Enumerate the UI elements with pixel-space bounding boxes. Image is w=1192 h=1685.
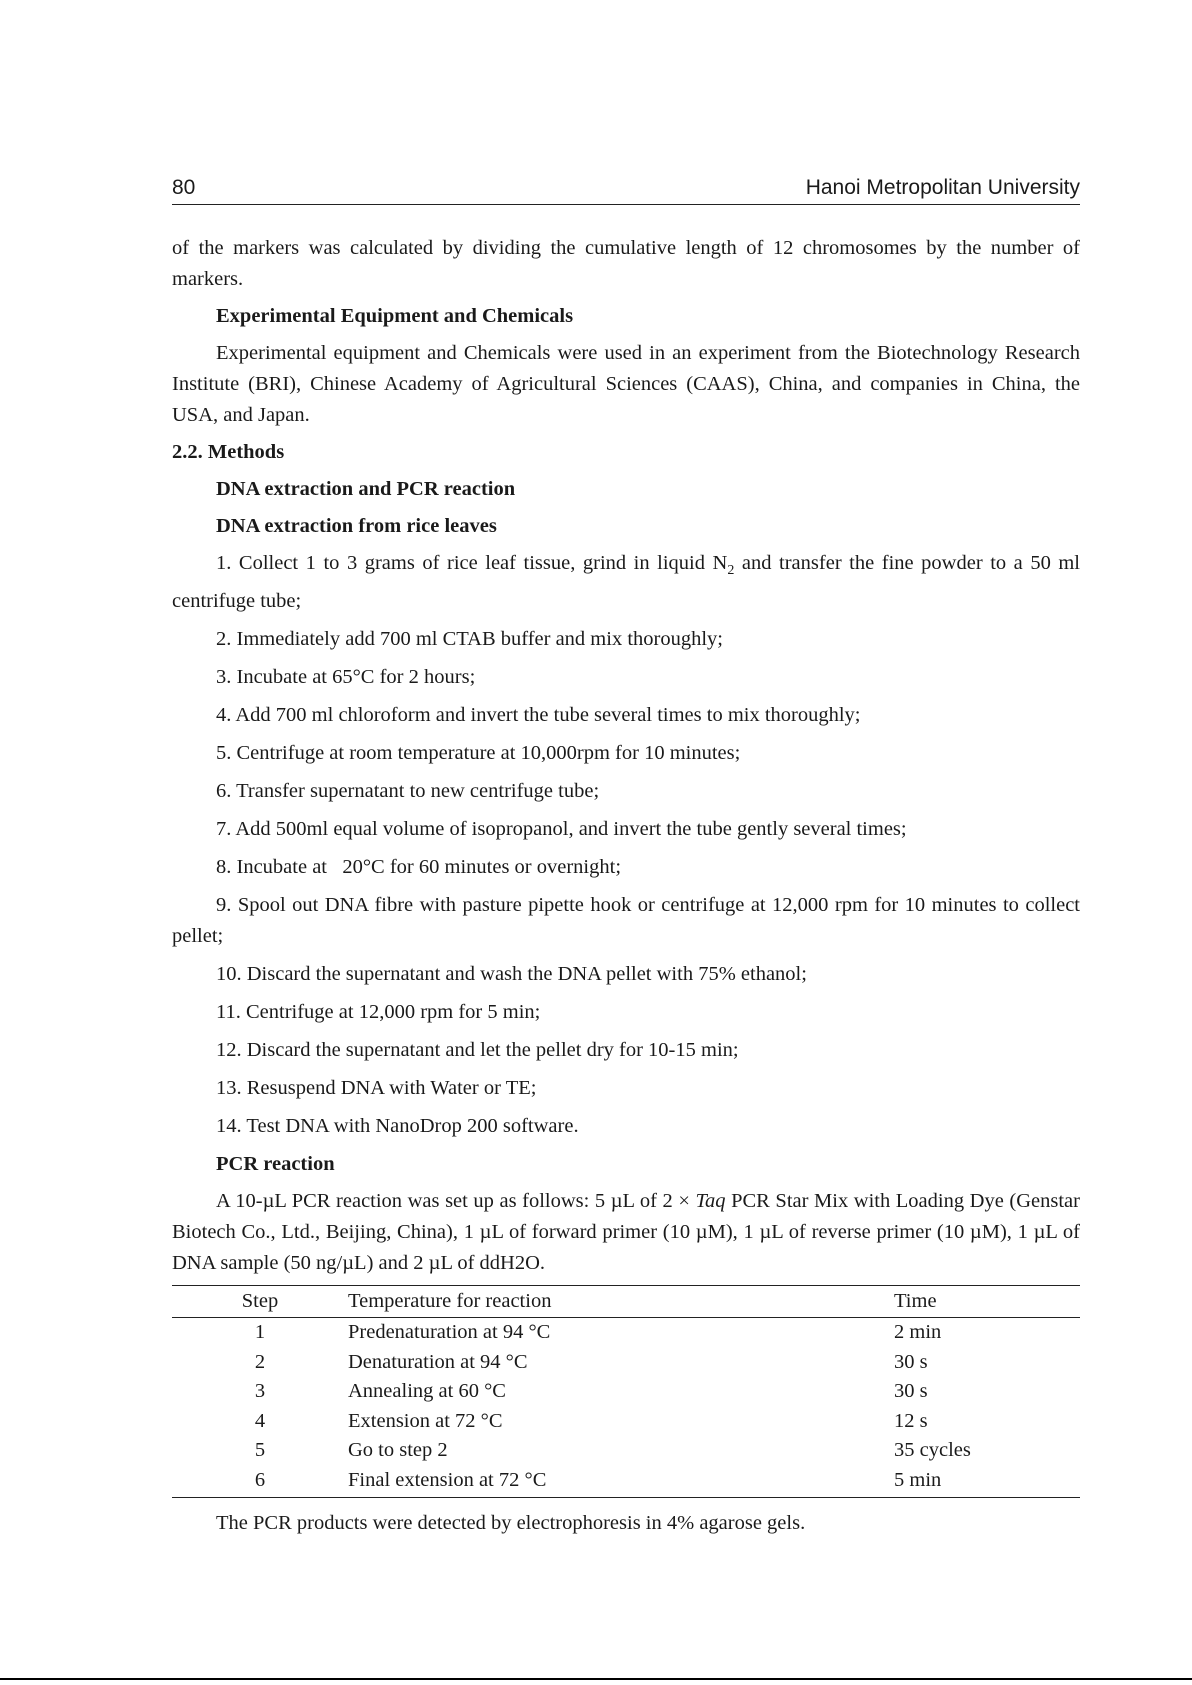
pcr-heading: PCR reaction <box>216 1153 335 1176</box>
step-item: 4. Add 700 ml chloroform and invert the tube several times to mix thoroughly; <box>216 704 861 727</box>
pcr-table <box>172 1285 1080 1498</box>
document-page <box>172 172 1080 1545</box>
methods-heading: 2.2. Methods <box>172 441 285 463</box>
table-row: 3 Annealing at 60 °C 30 s <box>254 1380 928 1403</box>
step-item: 14. Test DNA with NanoDrop 200 software. <box>216 1115 579 1138</box>
equipment-paragraph: Experimental equipment and Chemicals were used in an experiment from the Biotechnology Research Institute (BRI), Chinese Academy of Agricultural Sciences (CAAS), China, and companies in China, the USA, and Japan. <box>172 342 1080 426</box>
equipment-heading: Experimental Equipment and Chemicals <box>216 305 574 327</box>
page-header <box>172 172 1080 205</box>
page-number: 80 <box>172 176 196 199</box>
step-item: 1. Collect 1 to 3 grams of rice leaf tissue, grind in liquid $N_2$ and transfer the fine powder to a 50 ml centrifuge tube; <box>172 552 1081 613</box>
step-item: 5. Centrifuge at room temperature at 10,000rpm for 10 minutes; <box>216 742 741 765</box>
bottom-edge-rule <box>0 1678 1192 1680</box>
step-item: 7. Add 500ml equal volume of isopropanol, and invert the tube gently several times; <box>216 818 907 841</box>
extraction-steps <box>172 548 1080 1142</box>
step-item: 8. Incubate at 20°C for 60 minutes or overnight; <box>216 856 622 879</box>
step-item: 9. Spool out DNA fibre with pasture pipette hook or centrifuge at 12,000 rpm for 10 minutes to collect pellet; <box>172 894 1080 948</box>
table-row: 1 Predenaturation at 94 °C 2 min <box>254 1321 942 1344</box>
column-header-step: Step <box>172 1286 348 1318</box>
step-item: 12. Discard the supernatant and let the pellet dry for 10-15 min; <box>216 1039 739 1062</box>
step-item: 10. Discard the supernatant and wash the DNA pellet with 75% ethanol; <box>216 963 807 986</box>
step-item: 3. Incubate at 65°C for 2 hours; <box>216 666 476 689</box>
table-row: 2 Denaturation at 94 °C 30 s <box>254 1350 928 1373</box>
dna-extraction-heading: DNA extraction from rice leaves <box>216 515 497 537</box>
table-row: 6 Final extension at 72 °C 5 min <box>172 1466 1080 1498</box>
journal-name: Hanoi Metropolitan University <box>805 176 1080 199</box>
table-row: 5 Go to step 2 35 cycles <box>254 1439 971 1462</box>
closing-paragraph: The PCR products were detected by electrophoresis in 4% agarose gels. <box>216 1512 806 1535</box>
pcr-paragraph: A 10-µL PCR reaction was set up as follows: 5 µL of 2 × Taq PCR Star Mix with Loading Dye (Genstar Biotech Co., Ltd., Beijing, China), 1 µL of forward primer (10 µM), 1 µL of reverse primer (10 µM), 1 µL of DNA sample (50 ng/µL) and 2 µL of ddH2O. <box>172 1190 1080 1275</box>
step-item: 2. Immediately add 700 ml CTAB buffer and mix thoroughly; <box>216 628 723 651</box>
table-row: 4 Extension at 72 °C 12 s <box>254 1409 928 1432</box>
step-item: 6. Transfer supernatant to new centrifuge tube; <box>216 780 600 803</box>
intro-paragraph: of the markers was calculated by dividing the cumulative length of 12 chromosomes by the number of markers. <box>172 237 1080 290</box>
step-item: 11. Centrifuge at 12,000 rpm for 5 min; <box>216 1001 541 1024</box>
column-header-time: Time <box>894 1286 1080 1318</box>
page-body <box>172 233 1080 1539</box>
column-header-temperature: Temperature for reaction <box>348 1286 894 1318</box>
dna-pcr-heading: DNA extraction and PCR reaction <box>216 478 516 500</box>
step-item: 13. Resuspend DNA with Water or TE; <box>216 1077 537 1100</box>
table-header-row <box>172 1286 1080 1318</box>
